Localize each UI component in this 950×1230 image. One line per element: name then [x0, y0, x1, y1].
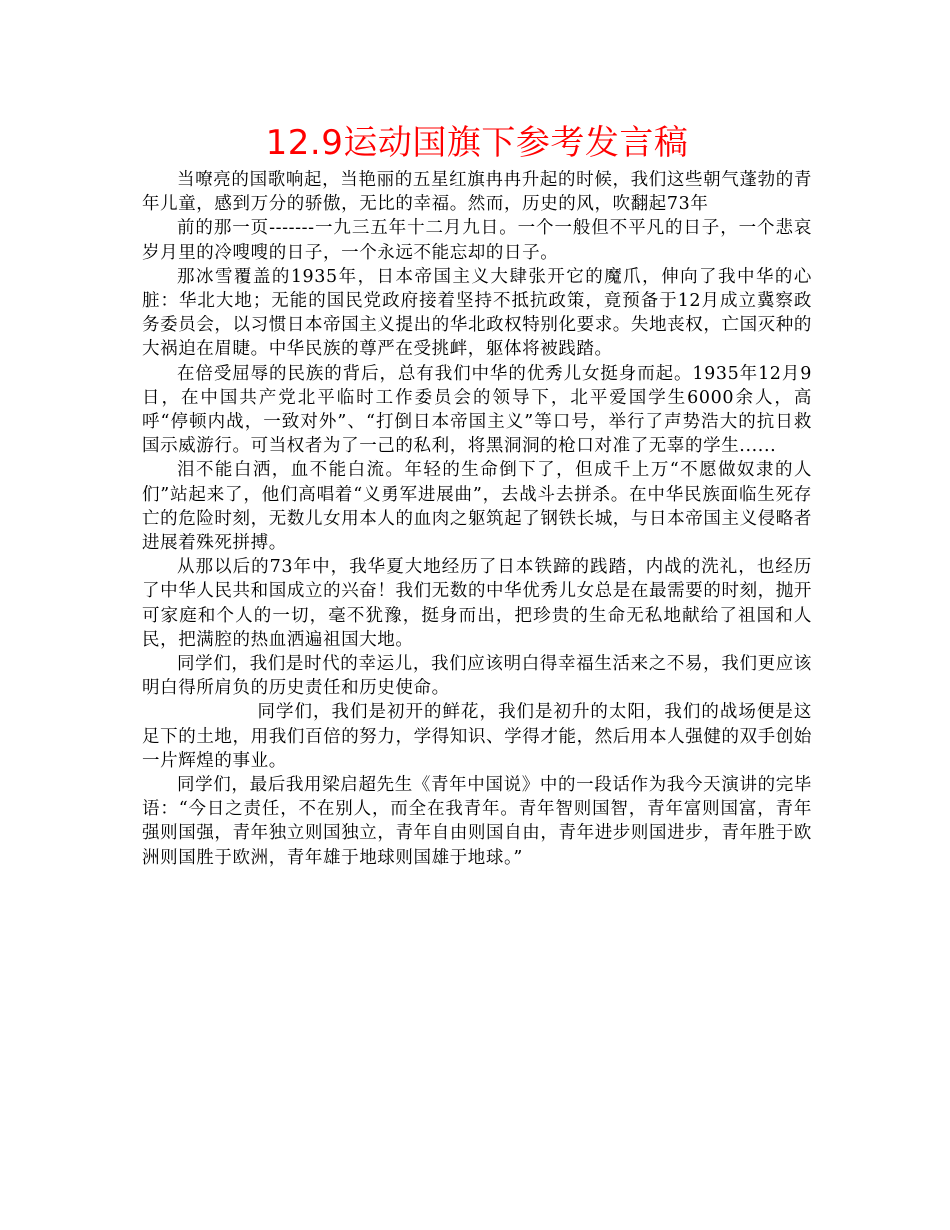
paragraph: 同学们，我们是时代的幸运儿，我们应该明白得幸福生活来之不易，我们更应该明白得所肩负的历史责任和历史使命。 [142, 654, 812, 699]
paragraph: 当嘹亮的国歌响起，当艳丽的五星红旗冉冉升起的时候，我们这些朝气蓬勃的青年儿童，感到万分的骄傲，无比的幸福。然而，历史的风，吹翻起73年 [142, 170, 812, 215]
paragraph: 前的那一页-------一九三五年十二月九日。一个一般但不平凡的日子，一个悲哀岁月里的冷嗖嗖的日子，一个永远不能忘却的日子。 [142, 218, 812, 263]
paragraph: 从那以后的73年中，我华夏大地经历了日本铁蹄的践踏，内战的洗礼，也经历了中华人民共和国成立的兴奋！我们无数的中华优秀儿女总是在最需要的时刻，抛开可家庭和个人的一切，毫不犹豫，挺身而出，把珍贵的生命无私地献给了祖国和人民，把满腔的热血洒遍祖国大地。 [142, 557, 812, 650]
paragraph: 同学们，最后我用梁启超先生《青年中国说》中的一段话作为我今天演讲的完毕语：“今日之责任，不在别人，而全在我青年。青年智则国智，青年富则国富，青年强则国强，青年独立则国独立，青年自由则国自由，青年进步则国进步，青年胜于欧洲则国胜于欧洲，青年雄于地球则国雄于地球。” [142, 775, 812, 868]
paragraph: 泪不能白洒，血不能白流。年轻的生命倒下了，但成千上万“不愿做奴隶的人们”站起来了，他们高唱着“义勇军进展曲”，去战斗去拼杀。在中华民族面临生死存亡的危险时刻，无数儿女用本人的血肉之躯筑起了钢铁长城，与日本帝国主义侵略者进展着殊死拼搏。 [142, 460, 812, 554]
document-page [142, 118, 812, 870]
paragraph: 那冰雪覆盖的1935年，日本帝国主义大肆张开它的魔爪，伸向了我中华的心脏：华北大地；无能的国民党政府接着坚持不抵抗政策，竟预备于12月成立冀察政务委员会，以习惯日本帝国主义提出的华北政权特别化要求。失地丧权，亡国灭种的大祸迫在眉睫。中华民族的尊严在受挑衅，躯体将被践踏。 [142, 266, 812, 360]
document-title: 12.9运动国旗下参考发言稿 [265, 123, 689, 163]
document-body [142, 168, 812, 870]
paragraph: 同学们，我们是初开的鲜花，我们是初升的太阳，我们的战场便是这足下的土地，用我们百倍的努力，学得知识、学得才能，然后用本人强健的双手创始一片辉煌的事业。 [142, 702, 812, 771]
paragraph: 在倍受屈辱的民族的背后，总有我们中华的优秀儿女挺身而起。1935年12月9日，在中国共产党北平临时工作委员会的领导下，北平爱国学生6000余人，高呼“停顿内战，一致对外”、“打倒日本帝国主义”等口号，举行了声势浩大的抗日救国示威游行。可当权者为了一己的私利，将黑洞洞的枪口对准了无辜的学生...... [142, 363, 812, 457]
